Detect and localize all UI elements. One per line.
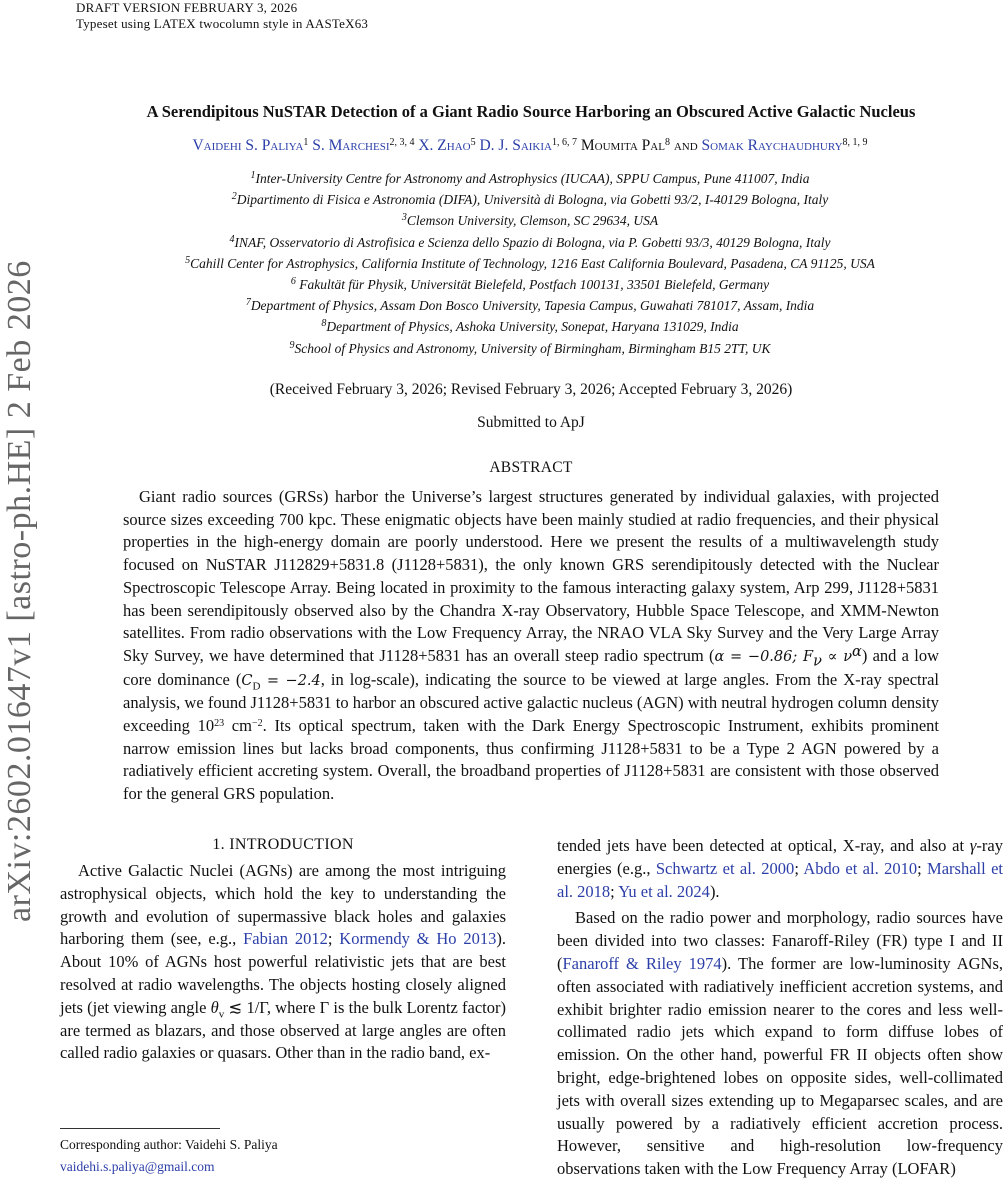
affiliation: $^3$Clemson University, Clemson, SC 29634, USA: [401, 212, 659, 229]
corresponding-author-footnote: [60, 1134, 506, 1178]
affiliation: $^6$ Fakultät für Physik, Universität Bielefeld, Postfach 100131, 33501 Bielefeld, Germany: [290, 276, 770, 293]
left-column: [60, 835, 506, 1065]
citation-link[interactable]: Marshall et al. 2018: [557, 858, 1003, 901]
arxiv-sidebar-stamp: arXiv:2602.01647v1 [astro-ph.HE] 2 Feb 2026: [1, 260, 38, 922]
citation-link[interactable]: Abdo et al. 2010: [803, 858, 918, 878]
typeset-note: Typeset using LATEX twocolumn style in AASTeX63: [76, 16, 369, 31]
footnote-rule: [60, 1128, 220, 1129]
affiliation: $^1$Inter-University Centre for Astronomy and Astrophysics (IUCAA), SPPU Campus, Pune 411007, India: [250, 170, 810, 186]
intro-paragraph-1: Active Galactic Nuclei (AGNs) are among the most intriguing astrophysical objects, which hold the key to understanding the growth and evolution of supermassive black holes and galaxies harboring them (see, e.g., Fabian 2012; Kormendy & Ho 2013). About 10% of AGNs host powerful relativistic jets that are best resolved at radio wavelengths. The objects hosting closely aligned jets (jet viewing angle $\theta_v$ ≲ 1/Γ, where Γ is the bulk Lorentz factor) are termed as blazars, and those observed at large angles are often called radio galaxies or quasars. Other than in the radio band, ex-: [60, 861, 506, 1063]
affiliation: $^4$INAF, Osservatorio di Astrofisica e Scienza dello Spazio di Bologna, via P. Gobetti 93/3, 40129 Bologna, Italy: [229, 233, 831, 250]
corresponding-author: Corresponding author: Vaidehi S. Paliya: [60, 1137, 278, 1152]
author-link[interactable]: S. Marchesi: [312, 137, 390, 154]
affiliation: $^8$Department of Physics, Ashoka University, Sonepat, Haryana 131029, India: [321, 318, 739, 335]
affiliation: $^7$Department of Physics, Assam Don Bosco University, Tapesia Campus, Guwahati 781017, Assam, India: [245, 297, 815, 314]
author-link[interactable]: X. Zhao: [418, 137, 471, 154]
affiliation: $^5$Cahill Center for Astrophysics, California Institute of Technology, 1216 East California Boulevard, Pasadena, CA 91125, USA: [185, 254, 875, 271]
author-link[interactable]: D. J. Saikia: [479, 137, 552, 154]
authors-and: and: [673, 137, 698, 154]
author-link[interactable]: Vaidehi S. Paliya: [192, 137, 304, 154]
running-header: [76, 0, 368, 32]
draft-version: DRAFT VERSION FEBRUARY 3, 2026: [76, 0, 298, 15]
citation-link[interactable]: Kormendy & Ho 2013: [339, 929, 497, 949]
abstract-heading: ABSTRACT: [489, 459, 573, 476]
citation-link[interactable]: Fanaroff & Riley 1974: [562, 953, 722, 973]
right-column: [557, 835, 1003, 1181]
received-dates: (Received February 3, 2026; Revised February 3, 2026; Accepted February 3, 2026): [269, 381, 793, 398]
affiliation-list: [80, 168, 980, 359]
affiliation: $^2$Dipartimento di Fisica e Astronomia (DIFA), Università di Bologna, via Gobetti 93/2, I-40129 Bologna, Italy: [231, 191, 829, 208]
email-link[interactable]: vaidehi.s.paliya@gmail.com: [60, 1159, 215, 1174]
author-name: Moumita Pal: [580, 137, 665, 154]
citation-link[interactable]: Schwartz et al. 2000: [655, 858, 795, 878]
section-heading-introduction: 1. INTRODUCTION: [212, 836, 354, 853]
author-link[interactable]: Somak Raychaudhury: [701, 137, 843, 154]
citation-link[interactable]: Yu et al. 2024: [618, 881, 710, 901]
author-list: Vaidehi S. Paliya$^1$ S. Marchesi$^{2, 3, 4}$ X. Zhao$^5$ D. J. Saikia$^{1, 6, 7}$ Moumita Pal$^8$ and Somak Raychaudhury$^{8, 1, 9}$: [192, 137, 868, 154]
submitted-to: Submitted to ApJ: [477, 414, 585, 431]
citation-link[interactable]: Fabian 2012: [243, 929, 328, 949]
paper-title: A Serendipitous NuSTAR Detection of a Giant Radio Source Harboring an Obscured Active Galactic Nucleus: [146, 102, 916, 121]
intro-paragraph-1-continued: tended jets have been detected at optical, X-ray, and also at γ-ray energies (e.g., Schwartz et al. 2000; Abdo et al. 2010; Marshall et al. 2018; Yu et al. 2024).: [557, 836, 1003, 901]
affiliation: $^9$School of Physics and Astronomy, University of Birmingham, Birmingham B15 2TT, UK: [289, 339, 771, 356]
intro-paragraph-2: Based on the radio power and morphology, radio sources have been divided into two classes: Fanaroff-Riley (FR) type I and II (Fanaroff & Riley 1974). The former are low-luminosity AGNs, often associated with radiatively inefficient accretion systems, and exhibit brighter radio emission nearer to the cores and less well-collimated radio jets which expand to form diffuse lobes of emission. On the other hand, powerful FR II objects often show bright, edge-brightened lobes on opposite sides, well-collimated jets with overall sizes extending up to Megaparsec scales, and are usually powered by a radiatively efficient accretion process. However, sensitive and high-resolution low-frequency observations taken with the Low Frequency Array (LOFAR): [557, 908, 1003, 1179]
abstract-body: Giant radio sources (GRSs) harbor the Universe’s largest structures generated by individual galaxies, with projected source sizes exceeding 700 kpc. These enigmatic objects have been mainly studied at radio frequencies, and their physical properties in the high-energy domain are poorly understood. Here we present the results of a multiwavelength study focused on NuSTAR J112829+5831.8 (J1128+5831), the only known GRS serendipitously detected with the Nuclear Spectroscopic Telescope Array. Being located in proximity to the famous interacting galaxy system, Arp 299, J1128+5831 has been serendipitously observed also by the Chandra X-ray Observatory, Hubble Space Telescope, and XMM-Newton satellites. From radio observations with the Low Frequency Array, the NRAO VLA Sky Survey and the Very Large Array Sky Survey, we have determined that J1128+5831 has an overall steep radio spectrum (α = −0.86; $F_\nu \propto \nu^\alpha$) and a low core dominance ($C_D = -2.4$, in log-scale), indicating the source to be viewed at large angles. From the X-ray spectral analysis, we found J1128+5831 to harbor an obscured active galactic nucleus (AGN) with neutral hydrogen column density exceeding $10^{23}$ $cm^{-2}$. Its optical spectrum, taken with the Dark Energy Spectroscopic Instrument, exhibits prominent narrow emission lines but lacks broad components, thus confirming J1128+5831 to be a Type 2 AGN powered by a radiatively efficient accreting system. Overall, the broadband properties of J1128+5831 are consistent with those observed for the general GRS population.: [123, 487, 940, 804]
